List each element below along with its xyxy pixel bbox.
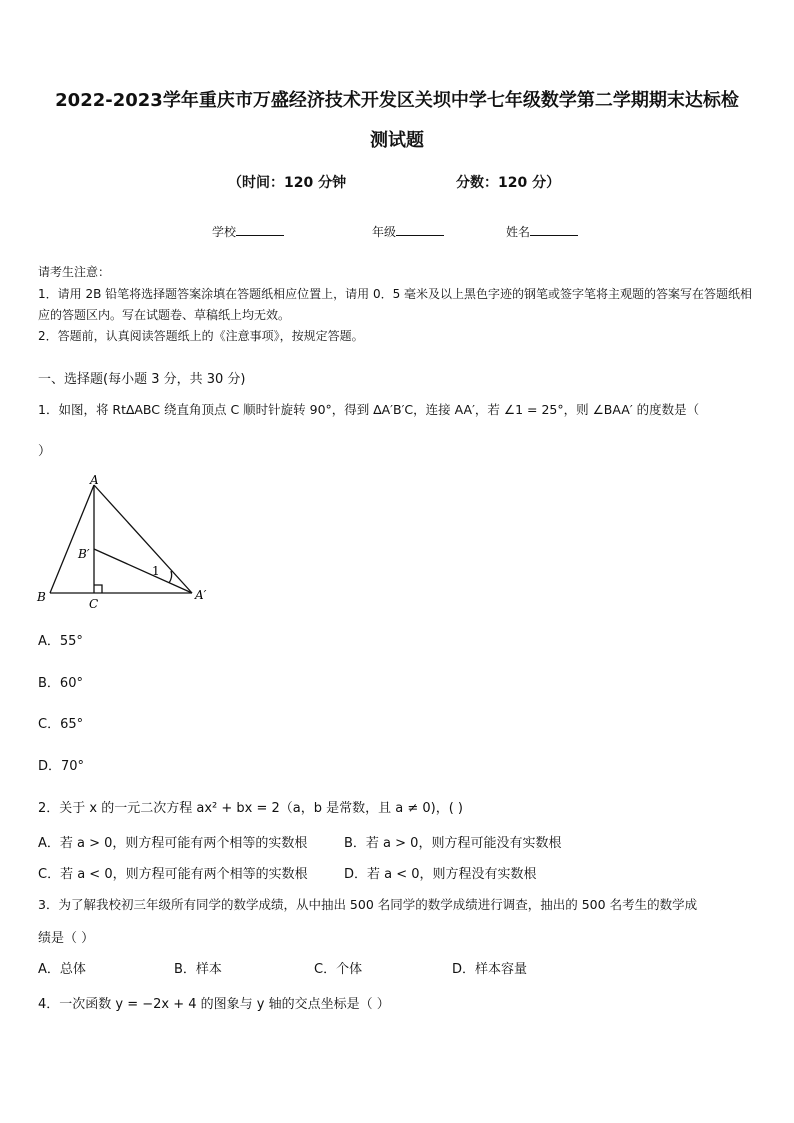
notice-item-2: 2．答题前，认真阅读答题纸上的《注意事项》，按规定答题。 (38, 329, 364, 343)
grade-field[interactable] (372, 223, 396, 240)
q3-options-row (38, 958, 758, 976)
label-C: C (89, 597, 99, 611)
q1-option-c[interactable]: C．65° (38, 717, 84, 732)
q2-option-d[interactable]: D．若 a < 0，则方程没有实数根 (344, 867, 537, 882)
notice-item-1: 1．请用 2B 铅笔将选择题答案涂填在答题纸相应位置上，请用 0．5 毫米及以上黑色字迹的钢笔或签字笔将主观题的答案写在答题纸相应的答题区内。写在试题卷、草稿纸上均无效。 (38, 287, 753, 322)
school-blank[interactable] (236, 223, 284, 236)
notice-heading: 请考生注意： (38, 265, 111, 279)
q2-option-a[interactable]: A．若 a > 0，则方程可能有两个相等的实数根 (38, 836, 308, 851)
label-A: A (90, 474, 99, 487)
exam-time: （时间：120 分钟 (228, 175, 347, 191)
grade-blank[interactable] (396, 223, 444, 236)
q1-option-a[interactable]: A．55° (38, 634, 83, 649)
q3-text-line2: 绩是（ ） (38, 931, 95, 946)
name-blank[interactable] (530, 223, 578, 236)
section-heading: 一、选择题(每小题 3 分，共 30 分) (38, 372, 246, 387)
q1-text: 1．如图，将 Rt∆ABC 绕直角顶点 C 顺时针旋转 90°，得到 ∆A′B′C，连接 AA′，若 ∠1 = 25°，则 ∠BAA′ 的度数是（ (38, 402, 700, 417)
segment-B-prime-A-prime (94, 549, 192, 593)
q1-option-d[interactable]: D．70° (38, 759, 85, 774)
q3-option-b[interactable]: B．样本 (174, 962, 222, 977)
label-B: B (37, 590, 46, 604)
school-field[interactable] (212, 223, 236, 240)
q2-option-b[interactable]: B．若 a > 0，则方程可能没有实数根 (344, 836, 562, 851)
q4-text: 4．一次函数 y = −2x + 4 的图象与 y 轴的交点坐标是（ ） (38, 997, 390, 1012)
exam-meta (0, 172, 794, 192)
school-label: 学校 (212, 225, 237, 239)
name-field[interactable] (506, 223, 530, 240)
right-angle-mark (94, 585, 102, 593)
segment-AA-prime (94, 485, 192, 593)
exam-title-line2: 测试题 (370, 130, 424, 151)
q2-option-c[interactable]: C．若 a < 0，则方程可能有两个相等的实数根 (38, 867, 308, 882)
student-fields (0, 223, 794, 243)
label-B-prime: B′ (78, 547, 90, 561)
q1-option-b[interactable]: B．60° (38, 676, 83, 691)
q2-options-row-2 (38, 863, 758, 881)
label-A-prime: A′ (195, 588, 207, 602)
q2-stem: 2．关于 x 的一元二次方程 ax² + bx = 2（a，b 是常数，且 a ≠ 0)，( ) (38, 801, 463, 816)
q3-option-c[interactable]: C．个体 (314, 962, 363, 977)
name-label: 姓名 (506, 225, 531, 239)
q3-option-a[interactable]: A．总体 (38, 962, 86, 977)
exam-score: 分数：120 分） (456, 175, 561, 191)
q3-text-line1: 3．为了解我校初三年级所有同学的数学成绩，从中抽出 500 名同学的数学成绩进行调查，抽出的 500 名考生的数学成 (38, 897, 698, 912)
q3-option-d[interactable]: D．样本容量 (452, 962, 528, 977)
q2-options-row-1 (38, 832, 758, 850)
exam-title-line1: 2022-2023学年重庆市万盛经济技术开发区关坝中学七年级数学第二学期期末达标检 (55, 90, 739, 111)
label-angle-1: 1 (152, 564, 160, 578)
q1-triangle-figure (34, 474, 218, 614)
angle-1-arc (169, 571, 172, 583)
segment-BA (50, 485, 94, 593)
grade-label: 年级 (372, 225, 397, 239)
q1-text-tail: ） (38, 444, 52, 459)
